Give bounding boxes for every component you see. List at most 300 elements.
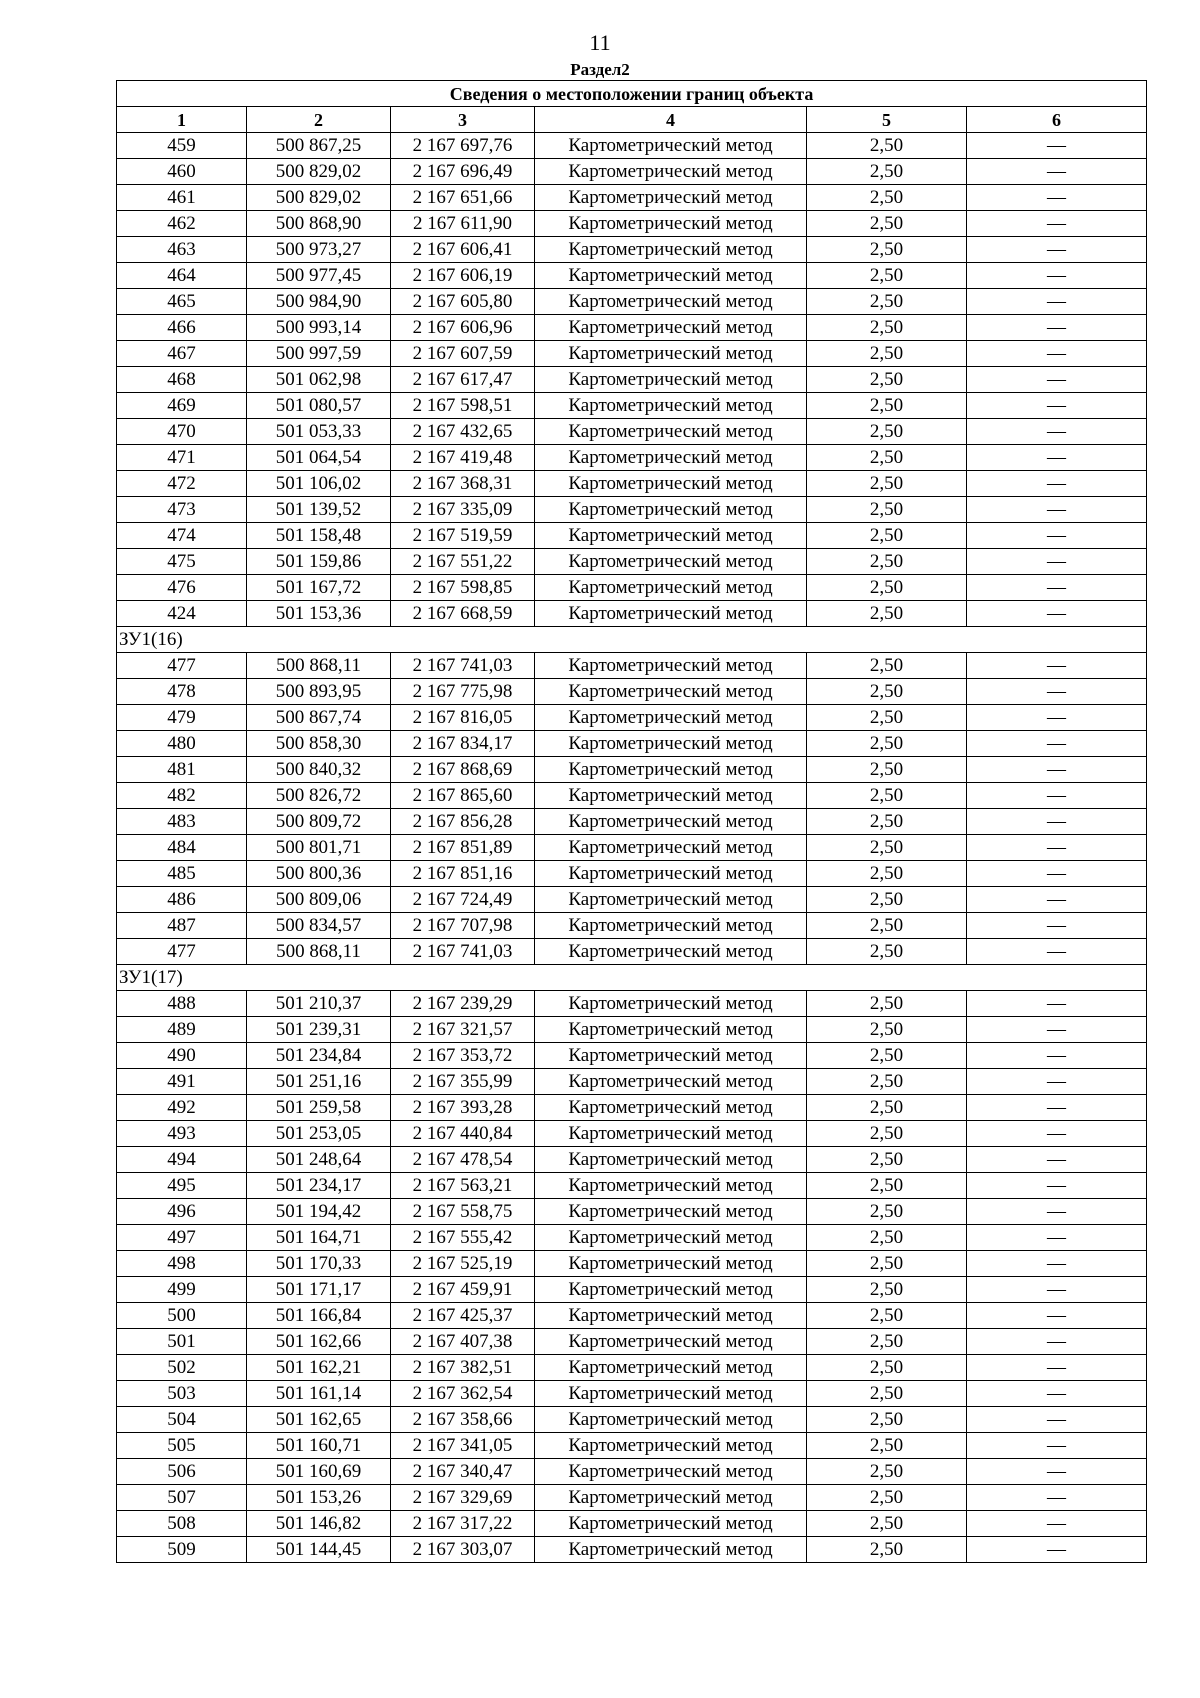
x-coordinate-cell: 501 158,48 bbox=[247, 523, 391, 549]
point-number-cell: 476 bbox=[117, 575, 247, 601]
method-cell: Картометрический метод bbox=[535, 783, 807, 809]
method-cell: Картометрический метод bbox=[535, 1511, 807, 1537]
table-row bbox=[117, 133, 1147, 159]
point-number-cell: 501 bbox=[117, 1329, 247, 1355]
table-row bbox=[117, 1329, 1147, 1355]
method-cell: Картометрический метод bbox=[535, 1537, 807, 1563]
table-row bbox=[117, 211, 1147, 237]
point-number-cell: 459 bbox=[117, 133, 247, 159]
table-row bbox=[117, 1537, 1147, 1563]
point-number-cell: 480 bbox=[117, 731, 247, 757]
description-cell: — bbox=[967, 1173, 1147, 1199]
point-number-cell: 472 bbox=[117, 471, 247, 497]
point-number-cell: 474 bbox=[117, 523, 247, 549]
x-coordinate-cell: 500 829,02 bbox=[247, 185, 391, 211]
description-cell: — bbox=[967, 185, 1147, 211]
precision-cell: 2,50 bbox=[807, 1355, 967, 1381]
precision-cell: 2,50 bbox=[807, 445, 967, 471]
description-cell: — bbox=[967, 991, 1147, 1017]
column-header-2: 2 bbox=[247, 107, 391, 133]
precision-cell: 2,50 bbox=[807, 1537, 967, 1563]
x-coordinate-cell: 501 259,58 bbox=[247, 1095, 391, 1121]
x-coordinate-cell: 501 064,54 bbox=[247, 445, 391, 471]
table-row bbox=[117, 835, 1147, 861]
x-coordinate-cell: 501 139,52 bbox=[247, 497, 391, 523]
y-coordinate-cell: 2 167 851,16 bbox=[391, 861, 535, 887]
point-number-cell: 466 bbox=[117, 315, 247, 341]
y-coordinate-cell: 2 167 607,59 bbox=[391, 341, 535, 367]
method-cell: Картометрический метод bbox=[535, 1095, 807, 1121]
table-row bbox=[117, 991, 1147, 1017]
method-cell: Картометрический метод bbox=[535, 367, 807, 393]
precision-cell: 2,50 bbox=[807, 1225, 967, 1251]
precision-cell: 2,50 bbox=[807, 1485, 967, 1511]
point-number-cell: 494 bbox=[117, 1147, 247, 1173]
column-header-1: 1 bbox=[117, 107, 247, 133]
method-cell: Картометрический метод bbox=[535, 133, 807, 159]
method-cell: Картометрический метод bbox=[535, 471, 807, 497]
description-cell: — bbox=[967, 1381, 1147, 1407]
x-coordinate-cell: 501 161,14 bbox=[247, 1381, 391, 1407]
precision-cell: 2,50 bbox=[807, 1511, 967, 1537]
point-number-cell: 424 bbox=[117, 601, 247, 627]
precision-cell: 2,50 bbox=[807, 705, 967, 731]
description-cell: — bbox=[967, 1069, 1147, 1095]
table-row bbox=[117, 1121, 1147, 1147]
x-coordinate-cell: 500 973,27 bbox=[247, 237, 391, 263]
precision-cell: 2,50 bbox=[807, 1381, 967, 1407]
table-row bbox=[117, 1407, 1147, 1433]
description-cell: — bbox=[967, 1277, 1147, 1303]
table-row bbox=[117, 549, 1147, 575]
precision-cell: 2,50 bbox=[807, 1459, 967, 1485]
precision-cell: 2,50 bbox=[807, 575, 967, 601]
method-cell: Картометрический метод bbox=[535, 1017, 807, 1043]
x-coordinate-cell: 500 997,59 bbox=[247, 341, 391, 367]
description-cell: — bbox=[967, 341, 1147, 367]
method-cell: Картометрический метод bbox=[535, 1199, 807, 1225]
table-row bbox=[117, 887, 1147, 913]
precision-cell: 2,50 bbox=[807, 315, 967, 341]
precision-cell: 2,50 bbox=[807, 757, 967, 783]
precision-cell: 2,50 bbox=[807, 1433, 967, 1459]
description-cell: — bbox=[967, 1095, 1147, 1121]
table-row bbox=[117, 159, 1147, 185]
x-coordinate-cell: 501 153,36 bbox=[247, 601, 391, 627]
x-coordinate-cell: 501 159,86 bbox=[247, 549, 391, 575]
method-cell: Картометрический метод bbox=[535, 601, 807, 627]
x-coordinate-cell: 500 893,95 bbox=[247, 679, 391, 705]
precision-cell: 2,50 bbox=[807, 679, 967, 705]
precision-cell: 2,50 bbox=[807, 237, 967, 263]
point-number-cell: 469 bbox=[117, 393, 247, 419]
method-cell: Картометрический метод bbox=[535, 315, 807, 341]
description-cell: — bbox=[967, 601, 1147, 627]
y-coordinate-cell: 2 167 724,49 bbox=[391, 887, 535, 913]
section-label: Раздел2 bbox=[570, 60, 630, 79]
method-cell: Картометрический метод bbox=[535, 1407, 807, 1433]
table-row bbox=[117, 653, 1147, 679]
x-coordinate-cell: 501 167,72 bbox=[247, 575, 391, 601]
point-number-cell: 473 bbox=[117, 497, 247, 523]
table-row bbox=[117, 497, 1147, 523]
point-number-cell: 461 bbox=[117, 185, 247, 211]
description-cell: — bbox=[967, 211, 1147, 237]
precision-cell: 2,50 bbox=[807, 159, 967, 185]
x-coordinate-cell: 501 162,21 bbox=[247, 1355, 391, 1381]
precision-cell: 2,50 bbox=[807, 601, 967, 627]
section-label: ЗУ1(16) bbox=[117, 627, 1147, 653]
description-cell: — bbox=[967, 575, 1147, 601]
method-cell: Картометрический метод bbox=[535, 263, 807, 289]
y-coordinate-cell: 2 167 440,84 bbox=[391, 1121, 535, 1147]
table-row bbox=[117, 419, 1147, 445]
point-number-cell: 490 bbox=[117, 1043, 247, 1069]
precision-cell: 2,50 bbox=[807, 861, 967, 887]
description-cell: — bbox=[967, 1459, 1147, 1485]
y-coordinate-cell: 2 167 741,03 bbox=[391, 939, 535, 965]
description-cell: — bbox=[967, 1147, 1147, 1173]
method-cell: Картометрический метод bbox=[535, 887, 807, 913]
method-cell: Картометрический метод bbox=[535, 705, 807, 731]
description-cell: — bbox=[967, 1433, 1147, 1459]
y-coordinate-cell: 2 167 478,54 bbox=[391, 1147, 535, 1173]
table-row bbox=[117, 185, 1147, 211]
table-title: Сведения о местоположении границ объекта bbox=[117, 81, 1147, 107]
point-number-cell: 487 bbox=[117, 913, 247, 939]
method-cell: Картометрический метод bbox=[535, 679, 807, 705]
x-coordinate-cell: 501 171,17 bbox=[247, 1277, 391, 1303]
y-coordinate-cell: 2 167 555,42 bbox=[391, 1225, 535, 1251]
table-row bbox=[117, 1173, 1147, 1199]
point-number-cell: 496 bbox=[117, 1199, 247, 1225]
point-number-cell: 509 bbox=[117, 1537, 247, 1563]
description-cell: — bbox=[967, 783, 1147, 809]
x-coordinate-cell: 501 162,66 bbox=[247, 1329, 391, 1355]
column-number-row bbox=[117, 107, 1147, 133]
point-number-cell: 483 bbox=[117, 809, 247, 835]
description-cell: — bbox=[967, 1303, 1147, 1329]
table-row bbox=[117, 1017, 1147, 1043]
precision-cell: 2,50 bbox=[807, 523, 967, 549]
precision-cell: 2,50 bbox=[807, 939, 967, 965]
x-coordinate-cell: 501 166,84 bbox=[247, 1303, 391, 1329]
method-cell: Картометрический метод bbox=[535, 1121, 807, 1147]
y-coordinate-cell: 2 167 741,03 bbox=[391, 653, 535, 679]
precision-cell: 2,50 bbox=[807, 211, 967, 237]
precision-cell: 2,50 bbox=[807, 549, 967, 575]
point-number-cell: 498 bbox=[117, 1251, 247, 1277]
coordinates-table bbox=[116, 80, 1147, 1563]
table-row bbox=[117, 1459, 1147, 1485]
description-cell: — bbox=[967, 289, 1147, 315]
x-coordinate-cell: 500 809,06 bbox=[247, 887, 391, 913]
x-coordinate-cell: 500 834,57 bbox=[247, 913, 391, 939]
description-cell: — bbox=[967, 679, 1147, 705]
method-cell: Картометрический метод bbox=[535, 1173, 807, 1199]
table-row bbox=[117, 1251, 1147, 1277]
table-row bbox=[117, 1147, 1147, 1173]
y-coordinate-cell: 2 167 558,75 bbox=[391, 1199, 535, 1225]
precision-cell: 2,50 bbox=[807, 1043, 967, 1069]
precision-cell: 2,50 bbox=[807, 783, 967, 809]
y-coordinate-cell: 2 167 303,07 bbox=[391, 1537, 535, 1563]
table-row bbox=[117, 1511, 1147, 1537]
precision-cell: 2,50 bbox=[807, 1329, 967, 1355]
precision-cell: 2,50 bbox=[807, 1017, 967, 1043]
table-row bbox=[117, 705, 1147, 731]
y-coordinate-cell: 2 167 335,09 bbox=[391, 497, 535, 523]
y-coordinate-cell: 2 167 617,47 bbox=[391, 367, 535, 393]
point-number-cell: 489 bbox=[117, 1017, 247, 1043]
section-row bbox=[117, 627, 1147, 653]
method-cell: Картометрический метод bbox=[535, 1147, 807, 1173]
y-coordinate-cell: 2 167 868,69 bbox=[391, 757, 535, 783]
y-coordinate-cell: 2 167 362,54 bbox=[391, 1381, 535, 1407]
table-row bbox=[117, 263, 1147, 289]
method-cell: Картометрический метод bbox=[535, 731, 807, 757]
description-cell: — bbox=[967, 315, 1147, 341]
precision-cell: 2,50 bbox=[807, 809, 967, 835]
precision-cell: 2,50 bbox=[807, 133, 967, 159]
y-coordinate-cell: 2 167 353,72 bbox=[391, 1043, 535, 1069]
precision-cell: 2,50 bbox=[807, 263, 967, 289]
x-coordinate-cell: 500 993,14 bbox=[247, 315, 391, 341]
y-coordinate-cell: 2 167 606,96 bbox=[391, 315, 535, 341]
table-row bbox=[117, 471, 1147, 497]
point-number-cell: 499 bbox=[117, 1277, 247, 1303]
description-cell: — bbox=[967, 835, 1147, 861]
column-header-3: 3 bbox=[391, 107, 535, 133]
y-coordinate-cell: 2 167 598,85 bbox=[391, 575, 535, 601]
description-cell: — bbox=[967, 731, 1147, 757]
x-coordinate-cell: 500 867,74 bbox=[247, 705, 391, 731]
y-coordinate-cell: 2 167 606,19 bbox=[391, 263, 535, 289]
y-coordinate-cell: 2 167 425,37 bbox=[391, 1303, 535, 1329]
precision-cell: 2,50 bbox=[807, 731, 967, 757]
method-cell: Картометрический метод bbox=[535, 419, 807, 445]
point-number-cell: 493 bbox=[117, 1121, 247, 1147]
precision-cell: 2,50 bbox=[807, 653, 967, 679]
x-coordinate-cell: 500 868,11 bbox=[247, 939, 391, 965]
table-row bbox=[117, 731, 1147, 757]
precision-cell: 2,50 bbox=[807, 1277, 967, 1303]
y-coordinate-cell: 2 167 563,21 bbox=[391, 1173, 535, 1199]
x-coordinate-cell: 501 160,71 bbox=[247, 1433, 391, 1459]
method-cell: Картометрический метод bbox=[535, 393, 807, 419]
method-cell: Картометрический метод bbox=[535, 939, 807, 965]
y-coordinate-cell: 2 167 317,22 bbox=[391, 1511, 535, 1537]
description-cell: — bbox=[967, 1251, 1147, 1277]
table-row bbox=[117, 861, 1147, 887]
y-coordinate-cell: 2 167 651,66 bbox=[391, 185, 535, 211]
y-coordinate-cell: 2 167 606,41 bbox=[391, 237, 535, 263]
table-row bbox=[117, 1043, 1147, 1069]
method-cell: Картометрический метод bbox=[535, 757, 807, 783]
table-row bbox=[117, 445, 1147, 471]
description-cell: — bbox=[967, 809, 1147, 835]
point-number-cell: 479 bbox=[117, 705, 247, 731]
description-cell: — bbox=[967, 1407, 1147, 1433]
method-cell: Картометрический метод bbox=[535, 185, 807, 211]
table-row bbox=[117, 523, 1147, 549]
precision-cell: 2,50 bbox=[807, 1303, 967, 1329]
description-cell: — bbox=[967, 939, 1147, 965]
y-coordinate-cell: 2 167 856,28 bbox=[391, 809, 535, 835]
x-coordinate-cell: 501 146,82 bbox=[247, 1511, 391, 1537]
description-cell: — bbox=[967, 237, 1147, 263]
x-coordinate-cell: 501 164,71 bbox=[247, 1225, 391, 1251]
y-coordinate-cell: 2 167 459,91 bbox=[391, 1277, 535, 1303]
method-cell: Картометрический метод bbox=[535, 1043, 807, 1069]
column-header-4: 4 bbox=[535, 107, 807, 133]
point-number-cell: 463 bbox=[117, 237, 247, 263]
x-coordinate-cell: 500 868,11 bbox=[247, 653, 391, 679]
y-coordinate-cell: 2 167 851,89 bbox=[391, 835, 535, 861]
description-cell: — bbox=[967, 1329, 1147, 1355]
description-cell: — bbox=[967, 133, 1147, 159]
method-cell: Картометрический метод bbox=[535, 1225, 807, 1251]
description-cell: — bbox=[967, 1043, 1147, 1069]
precision-cell: 2,50 bbox=[807, 1407, 967, 1433]
point-number-cell: 506 bbox=[117, 1459, 247, 1485]
description-cell: — bbox=[967, 1017, 1147, 1043]
method-cell: Картометрический метод bbox=[535, 1303, 807, 1329]
table-row bbox=[117, 341, 1147, 367]
point-number-cell: 478 bbox=[117, 679, 247, 705]
point-number-cell: 462 bbox=[117, 211, 247, 237]
method-cell: Картометрический метод bbox=[535, 237, 807, 263]
method-cell: Картометрический метод bbox=[535, 835, 807, 861]
precision-cell: 2,50 bbox=[807, 835, 967, 861]
precision-cell: 2,50 bbox=[807, 1121, 967, 1147]
column-header-5: 5 bbox=[807, 107, 967, 133]
table-row bbox=[117, 1303, 1147, 1329]
y-coordinate-cell: 2 167 598,51 bbox=[391, 393, 535, 419]
y-coordinate-cell: 2 167 382,51 bbox=[391, 1355, 535, 1381]
y-coordinate-cell: 2 167 696,49 bbox=[391, 159, 535, 185]
description-cell: — bbox=[967, 1537, 1147, 1563]
method-cell: Картометрический метод bbox=[535, 289, 807, 315]
point-number-cell: 497 bbox=[117, 1225, 247, 1251]
table-row bbox=[117, 783, 1147, 809]
x-coordinate-cell: 501 062,98 bbox=[247, 367, 391, 393]
x-coordinate-cell: 500 868,90 bbox=[247, 211, 391, 237]
column-header-6: 6 bbox=[967, 107, 1147, 133]
table-row bbox=[117, 1069, 1147, 1095]
description-cell: — bbox=[967, 549, 1147, 575]
method-cell: Картометрический метод bbox=[535, 1433, 807, 1459]
description-cell: — bbox=[967, 887, 1147, 913]
point-number-cell: 507 bbox=[117, 1485, 247, 1511]
method-cell: Картометрический метод bbox=[535, 653, 807, 679]
y-coordinate-cell: 2 167 239,29 bbox=[391, 991, 535, 1017]
y-coordinate-cell: 2 167 419,48 bbox=[391, 445, 535, 471]
x-coordinate-cell: 500 867,25 bbox=[247, 133, 391, 159]
table-row bbox=[117, 1485, 1147, 1511]
x-coordinate-cell: 501 162,65 bbox=[247, 1407, 391, 1433]
x-coordinate-cell: 501 053,33 bbox=[247, 419, 391, 445]
description-cell: — bbox=[967, 393, 1147, 419]
table-row bbox=[117, 809, 1147, 835]
precision-cell: 2,50 bbox=[807, 1251, 967, 1277]
method-cell: Картометрический метод bbox=[535, 1459, 807, 1485]
y-coordinate-cell: 2 167 358,66 bbox=[391, 1407, 535, 1433]
precision-cell: 2,50 bbox=[807, 887, 967, 913]
table-row bbox=[117, 1199, 1147, 1225]
x-coordinate-cell: 501 248,64 bbox=[247, 1147, 391, 1173]
point-number-cell: 470 bbox=[117, 419, 247, 445]
precision-cell: 2,50 bbox=[807, 1069, 967, 1095]
point-number-cell: 481 bbox=[117, 757, 247, 783]
precision-cell: 2,50 bbox=[807, 1173, 967, 1199]
x-coordinate-cell: 501 234,17 bbox=[247, 1173, 391, 1199]
description-cell: — bbox=[967, 861, 1147, 887]
precision-cell: 2,50 bbox=[807, 1147, 967, 1173]
method-cell: Картометрический метод bbox=[535, 1355, 807, 1381]
description-cell: — bbox=[967, 263, 1147, 289]
table-row bbox=[117, 913, 1147, 939]
table-row bbox=[117, 1433, 1147, 1459]
x-coordinate-cell: 501 234,84 bbox=[247, 1043, 391, 1069]
table-body bbox=[117, 133, 1147, 1563]
table-row bbox=[117, 237, 1147, 263]
x-coordinate-cell: 501 194,42 bbox=[247, 1199, 391, 1225]
table-row bbox=[117, 757, 1147, 783]
x-coordinate-cell: 501 170,33 bbox=[247, 1251, 391, 1277]
method-cell: Картометрический метод bbox=[535, 575, 807, 601]
table-row bbox=[117, 1277, 1147, 1303]
table-row bbox=[117, 393, 1147, 419]
y-coordinate-cell: 2 167 551,22 bbox=[391, 549, 535, 575]
point-number-cell: 484 bbox=[117, 835, 247, 861]
x-coordinate-cell: 501 080,57 bbox=[247, 393, 391, 419]
x-coordinate-cell: 501 253,05 bbox=[247, 1121, 391, 1147]
y-coordinate-cell: 2 167 368,31 bbox=[391, 471, 535, 497]
table-row bbox=[117, 679, 1147, 705]
table-row bbox=[117, 575, 1147, 601]
description-cell: — bbox=[967, 653, 1147, 679]
precision-cell: 2,50 bbox=[807, 289, 967, 315]
precision-cell: 2,50 bbox=[807, 1095, 967, 1121]
precision-cell: 2,50 bbox=[807, 393, 967, 419]
point-number-cell: 477 bbox=[117, 939, 247, 965]
method-cell: Картометрический метод bbox=[535, 1277, 807, 1303]
table-row bbox=[117, 1355, 1147, 1381]
y-coordinate-cell: 2 167 321,57 bbox=[391, 1017, 535, 1043]
x-coordinate-cell: 501 153,26 bbox=[247, 1485, 391, 1511]
y-coordinate-cell: 2 167 775,98 bbox=[391, 679, 535, 705]
section-label: ЗУ1(17) bbox=[117, 965, 1147, 991]
table-row bbox=[117, 1225, 1147, 1251]
x-coordinate-cell: 500 809,72 bbox=[247, 809, 391, 835]
description-cell: — bbox=[967, 1485, 1147, 1511]
description-cell: — bbox=[967, 419, 1147, 445]
y-coordinate-cell: 2 167 605,80 bbox=[391, 289, 535, 315]
x-coordinate-cell: 500 984,90 bbox=[247, 289, 391, 315]
method-cell: Картометрический метод bbox=[535, 523, 807, 549]
y-coordinate-cell: 2 167 697,76 bbox=[391, 133, 535, 159]
point-number-cell: 477 bbox=[117, 653, 247, 679]
point-number-cell: 500 bbox=[117, 1303, 247, 1329]
point-number-cell: 485 bbox=[117, 861, 247, 887]
point-number-cell: 482 bbox=[117, 783, 247, 809]
description-cell: — bbox=[967, 367, 1147, 393]
x-coordinate-cell: 500 801,71 bbox=[247, 835, 391, 861]
precision-cell: 2,50 bbox=[807, 367, 967, 393]
point-number-cell: 502 bbox=[117, 1355, 247, 1381]
description-cell: — bbox=[967, 497, 1147, 523]
